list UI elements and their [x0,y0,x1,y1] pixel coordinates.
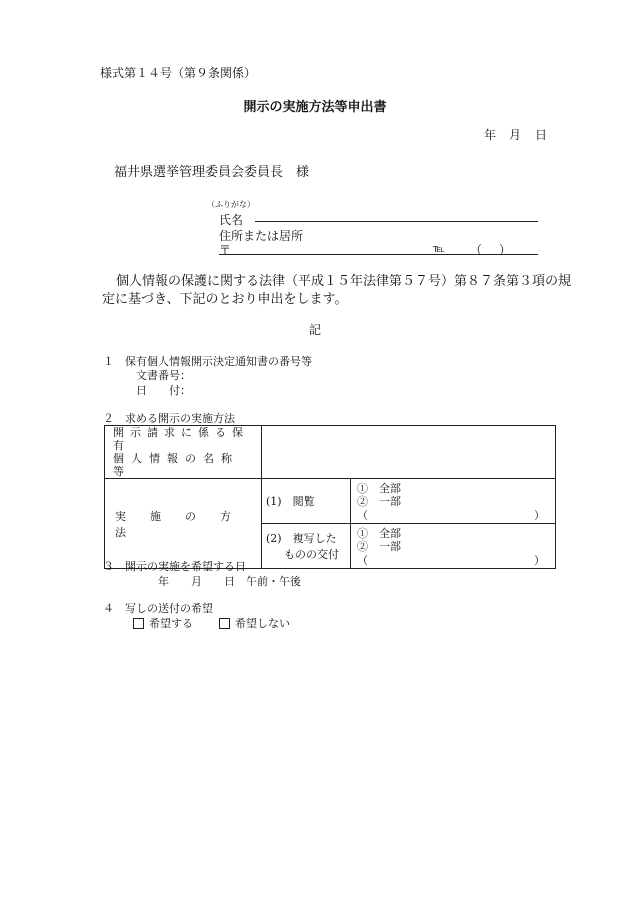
phone-paren-close: ） [499,243,512,257]
desired-date-line: 年 月 日 午前・午後 [158,575,301,588]
info-name-label-line1: 開示請求に係る保有 [113,426,249,452]
info-name-label-cell [105,426,262,479]
option-copy-label-line1: (2) 複写した [266,532,337,545]
doc-date-label: 日 付： [136,384,191,397]
addressee-name: 福井県選挙管理委員会委員長 [114,165,284,180]
copy-paren-close: ） [534,554,545,567]
furigana-label: （ふりがな） [207,200,255,209]
addressee-honorific: 様 [296,165,310,180]
addressee [114,161,309,180]
page-title: 開示の実施方法等申出書 [243,100,387,115]
info-name-label-line2: 個人情報の名称等 [113,452,239,478]
checkbox-icon[interactable] [219,618,230,629]
date-month-label: 月 [509,128,522,142]
section1-heading: １ 保有個人情報開示決定通知書の番号等 [103,355,312,368]
section3-heading: ３ 開示の実施を希望する日 [103,560,246,573]
doc-number-label: 文書番号： [136,369,191,382]
form-number: 様式第１４号（第９条関係） [100,66,257,80]
phone-paren-open: （ [470,243,483,257]
section4-heading: ４ 写しの送付の希望 [103,602,213,615]
disclosure-method-table [104,425,556,569]
view-choice-part[interactable]: ② 一部 [357,495,401,508]
option-copy-choices [351,524,556,569]
body-line-1: 個人情報の保護に関する法律（平成１５年法律第５７号）第８７条第３項の規 [116,274,572,289]
postal-mark: 〒 [219,243,232,257]
name-label: 氏名 [219,213,244,227]
name-field[interactable] [255,221,538,222]
checkbox-icon[interactable] [133,618,144,629]
address-field[interactable] [219,254,538,255]
option-copy-cell [262,524,351,569]
address-label: 住所または居所 [219,229,304,243]
info-name-input-cell[interactable] [262,426,556,479]
view-choice-all[interactable]: ① 全部 [357,482,401,495]
copy-choice-all[interactable]: ① 全部 [357,527,401,540]
section2-heading: ２ 求める開示の実施方法 [103,412,235,425]
copy-paren-open: （ [357,554,368,567]
phone-icon: ℡ [433,242,445,255]
option-copy-label-line2: ものの交付 [284,548,339,561]
body-line-2: 定に基づき、下記のとおり申出をします。 [102,292,348,307]
send-option-no-label: 希望しない [235,617,290,630]
method-label: 実施の方法 [115,509,255,539]
option-view-cell [262,479,351,524]
date-day-label: 日 [535,128,548,142]
send-option-no[interactable] [219,615,290,631]
send-option-yes[interactable] [133,615,193,631]
option-view-choices [351,479,556,524]
copy-choice-part[interactable]: ② 一部 [357,540,401,553]
ki-heading: 記 [308,323,321,337]
method-label-cell [105,479,262,569]
send-option-yes-label: 希望する [149,617,193,630]
date-year-label: 年 [484,128,497,142]
view-paren-open: （ [357,509,368,522]
view-paren-close: ） [534,509,545,522]
option-view-label: (1) 閲覧 [266,495,315,508]
